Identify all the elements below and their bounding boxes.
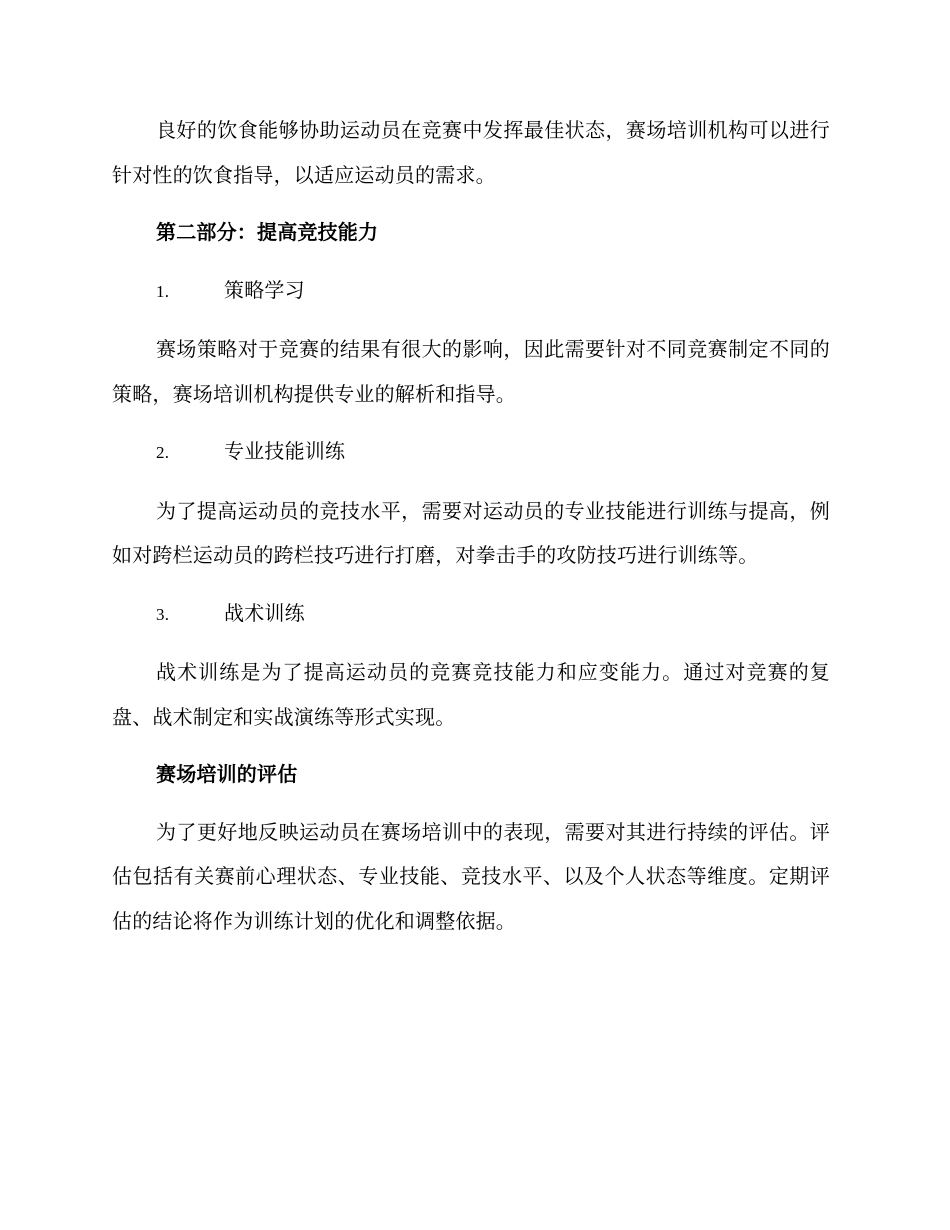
list-number: 1. bbox=[156, 281, 170, 301]
list-number: 3. bbox=[156, 604, 170, 624]
paragraph-strategy: 赛场策略对于竞赛的结果有很大的影响，因此需要针对不同竞赛制定不同的策略，赛场培训机构提供专业的解析和指导。 bbox=[112, 337, 830, 406]
paragraph-diet: 良好的饮食能够协助运动员在竞赛中发挥最佳状态，赛场培训机构可以进行针对性的饮食指导，以适应运动员的需求。 bbox=[112, 118, 830, 187]
paragraph-tactics: 战术训练是为了提高运动员的竞赛竞技能力和应变能力。通过对竞赛的复盘、战术制定和实战演练等形式实现。 bbox=[112, 660, 830, 729]
section-heading-part-two: 第二部分：提高竞技能力 bbox=[156, 220, 379, 244]
list-item-strategy bbox=[112, 268, 830, 315]
paragraph-skills: 为了提高运动员的竞技水平，需要对运动员的专业技能进行训练与提高，例如对跨栏运动员的跨栏技巧进行打磨，对拳击手的攻防技巧进行训练等。 bbox=[112, 498, 830, 567]
list-item-label: 专业技能训练 bbox=[224, 439, 346, 463]
list-item-skills bbox=[112, 429, 830, 476]
list-item-tactics bbox=[112, 591, 830, 638]
section-heading-evaluation: 赛场培训的评估 bbox=[156, 762, 298, 786]
paragraph-evaluation: 为了更好地反映运动员在赛场培训中的表现，需要对其进行持续的评估。评估包括有关赛前心理状态、专业技能、竞技水平、以及个人状态等维度。定期评估的结论将作为训练计划的优化和调整依据。 bbox=[112, 819, 830, 933]
list-item-label: 策略学习 bbox=[224, 277, 305, 302]
document-page bbox=[112, 108, 830, 943]
list-number: 2. bbox=[156, 443, 170, 462]
list-item-label: 战术训练 bbox=[224, 600, 305, 625]
